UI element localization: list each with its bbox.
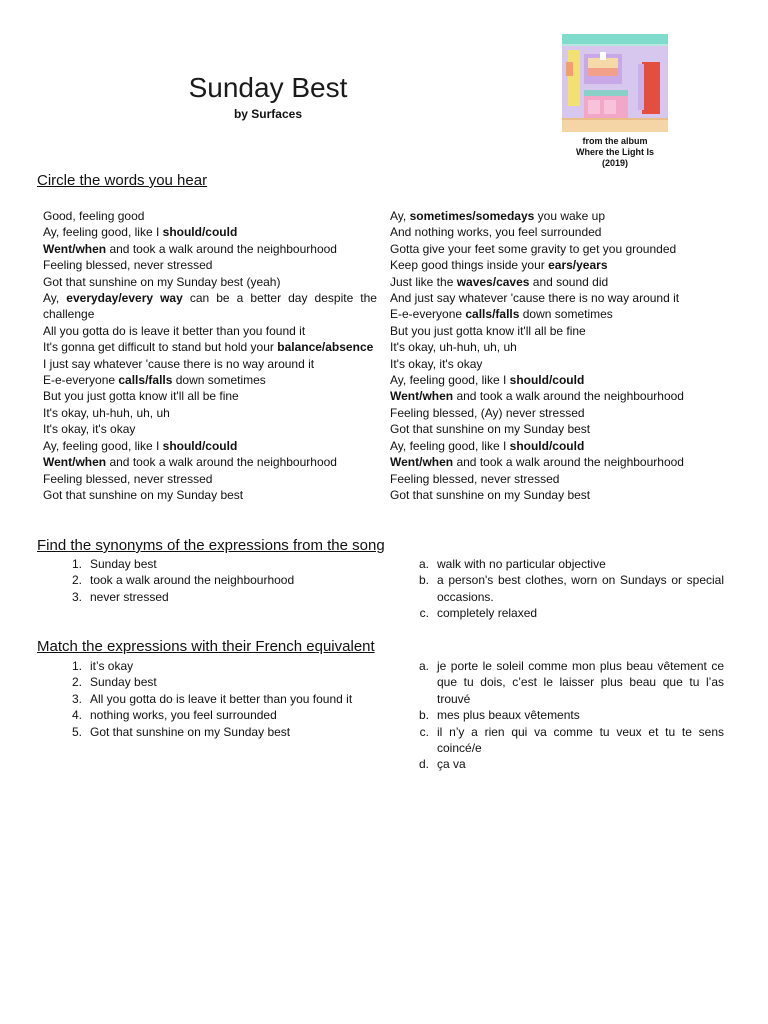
page-title: Sunday Best xyxy=(188,72,348,103)
lyric-line: E-e-everyone calls/falls down sometimes xyxy=(390,307,613,322)
lyric-line: But you just gotta know it'll all be fine xyxy=(43,389,239,404)
list-item xyxy=(411,572,724,605)
list-item xyxy=(411,707,724,723)
list-item xyxy=(64,572,364,588)
list-item-text: walk with no particular objective xyxy=(437,557,606,571)
french-expressions-list xyxy=(64,658,384,740)
section-heading-synonyms: Find the synonyms of the expressions from the song xyxy=(37,537,385,554)
album-caption-line: Where the Light Is xyxy=(575,147,654,157)
lyric-line: It's okay, uh-huh, uh, uh xyxy=(43,405,170,420)
list-item-marker: c. xyxy=(419,724,429,739)
list-item-marker: 3. xyxy=(71,589,82,604)
lyric-line: Keep good things inside your ears/years xyxy=(390,258,608,273)
album-caption xyxy=(562,136,668,169)
list-item-text: never stressed xyxy=(90,589,169,604)
list-item xyxy=(64,691,384,707)
lyric-line: Went/when and took a walk around the neighbourhood xyxy=(390,455,684,470)
list-item-marker: 4. xyxy=(71,708,82,723)
list-item-marker: 3. xyxy=(71,691,82,706)
french-equivalents-list xyxy=(411,658,724,773)
list-item-marker: 5. xyxy=(71,724,82,739)
list-item xyxy=(411,724,724,757)
lyric-line: Went/when and took a walk around the neighbourhood xyxy=(43,455,337,470)
list-item-text: All you gotta do is leave it better than you found it xyxy=(90,691,353,706)
lyric-line: E-e-everyone calls/falls down sometimes xyxy=(43,373,266,388)
synonyms-definitions-list xyxy=(411,556,724,622)
lyric-line: Ay, everyday/every way can be a better day despite the challenge xyxy=(43,291,377,322)
lyric-line: Good, feeling good xyxy=(43,209,145,223)
list-item-marker: a. xyxy=(418,557,429,571)
list-item-text: a person's best clothes, worn on Sundays or special occasions. xyxy=(437,573,724,604)
lyric-line: It's gonna get difficult to stand but hold your balance/absence xyxy=(43,340,374,355)
lyric-line: Ay, feeling good, like I should/could xyxy=(390,373,585,388)
list-item xyxy=(411,605,724,621)
list-item-text: Sunday best xyxy=(90,557,157,571)
lyric-line: Went/when and took a walk around the neighbourhood xyxy=(43,241,337,256)
list-item-marker: 2. xyxy=(71,573,82,588)
synonyms-expressions-list xyxy=(64,556,364,605)
list-item xyxy=(411,658,724,707)
section-heading-circle-words: Circle the words you hear xyxy=(37,172,208,189)
list-item-text: Got that sunshine on my Sunday best xyxy=(90,724,291,739)
section-heading-french: Match the expressions with their French equivalent xyxy=(37,638,375,655)
lyric-line: I just say whatever 'cause there is no way around it xyxy=(43,356,315,371)
lyrics-left-column xyxy=(43,208,377,503)
lyric-line: Got that sunshine on my Sunday best xyxy=(43,487,244,502)
list-item-marker: c. xyxy=(419,606,429,621)
list-item-text: mes plus beaux vêtements xyxy=(437,708,580,723)
lyric-line: Ay, feeling good, like I should/could xyxy=(43,438,238,453)
list-item xyxy=(411,756,724,772)
lyric-line: Got that sunshine on my Sunday best (yeah) xyxy=(43,274,281,289)
list-item xyxy=(64,556,364,572)
lyric-line: Ay, sometimes/somedays you wake up xyxy=(390,209,606,223)
artist-byline: by Surfaces xyxy=(233,107,303,121)
lyric-line: It's okay, it's okay xyxy=(43,422,136,437)
lyric-line: Feeling blessed, never stressed xyxy=(390,471,560,486)
list-item-text: il n’y a rien qui va comme tu veux et tu te sens coincé/e xyxy=(437,724,724,756)
list-item-marker: 1. xyxy=(71,557,82,571)
lyric-line: Ay, feeling good, like I should/could xyxy=(43,225,238,240)
lyric-line: All you gotta do is leave it better than you found it xyxy=(43,323,306,338)
list-item-text: completely relaxed xyxy=(437,606,538,621)
lyric-line: And just say whatever 'cause there is no way around it xyxy=(390,291,680,306)
list-item-marker: b. xyxy=(418,573,429,588)
lyric-line: Got that sunshine on my Sunday best xyxy=(390,487,591,502)
list-item-text: took a walk around the neighbourhood xyxy=(90,573,295,588)
lyric-line: And nothing works, you feel surrounded xyxy=(390,225,602,240)
list-item-marker: 1. xyxy=(71,659,82,673)
list-item xyxy=(411,556,724,572)
lyric-line: It's okay, it's okay xyxy=(390,356,483,371)
list-item-text: je porte le soleil comme mon plus beau vêtement ce que tu dois, c’est le laisser plus beau que tu l’as trouvé xyxy=(437,659,724,706)
lyric-line: Feeling blessed, never stressed xyxy=(43,258,213,273)
lyric-line: It's okay, uh-huh, uh, uh xyxy=(390,340,517,355)
list-item-marker: a. xyxy=(418,659,429,673)
lyric-line: Went/when and took a walk around the neighbourhood xyxy=(390,389,684,404)
list-item xyxy=(64,658,384,674)
list-item-text: ça va xyxy=(437,757,466,772)
list-item-marker: b. xyxy=(418,708,429,723)
album-caption-line: (2019) xyxy=(601,158,628,168)
lyric-line: Feeling blessed, (Ay) never stressed xyxy=(390,405,585,420)
list-item-text: it’s okay xyxy=(90,659,134,673)
lyric-line: Ay, feeling good, like I should/could xyxy=(390,438,585,453)
album-caption-line: from the album xyxy=(582,136,648,146)
list-item-text: nothing works, you feel surrounded xyxy=(90,708,277,723)
list-item xyxy=(64,674,384,690)
list-item-marker: d. xyxy=(418,757,429,772)
lyric-line: Got that sunshine on my Sunday best xyxy=(390,422,591,437)
list-item xyxy=(64,589,364,605)
list-item-text: Sunday best xyxy=(90,675,157,690)
list-item xyxy=(64,707,384,723)
album-cover-image xyxy=(562,34,668,132)
list-item xyxy=(64,724,384,740)
lyrics-right-column xyxy=(390,208,724,503)
lyric-line: Gotta give your feet some gravity to get you grounded xyxy=(390,241,677,256)
list-item-marker: 2. xyxy=(71,675,82,690)
lyric-line: Feeling blessed, never stressed xyxy=(43,471,213,486)
lyric-line: Just like the waves/caves and sound did xyxy=(390,274,609,289)
lyric-line: But you just gotta know it'll all be fine xyxy=(390,323,586,338)
